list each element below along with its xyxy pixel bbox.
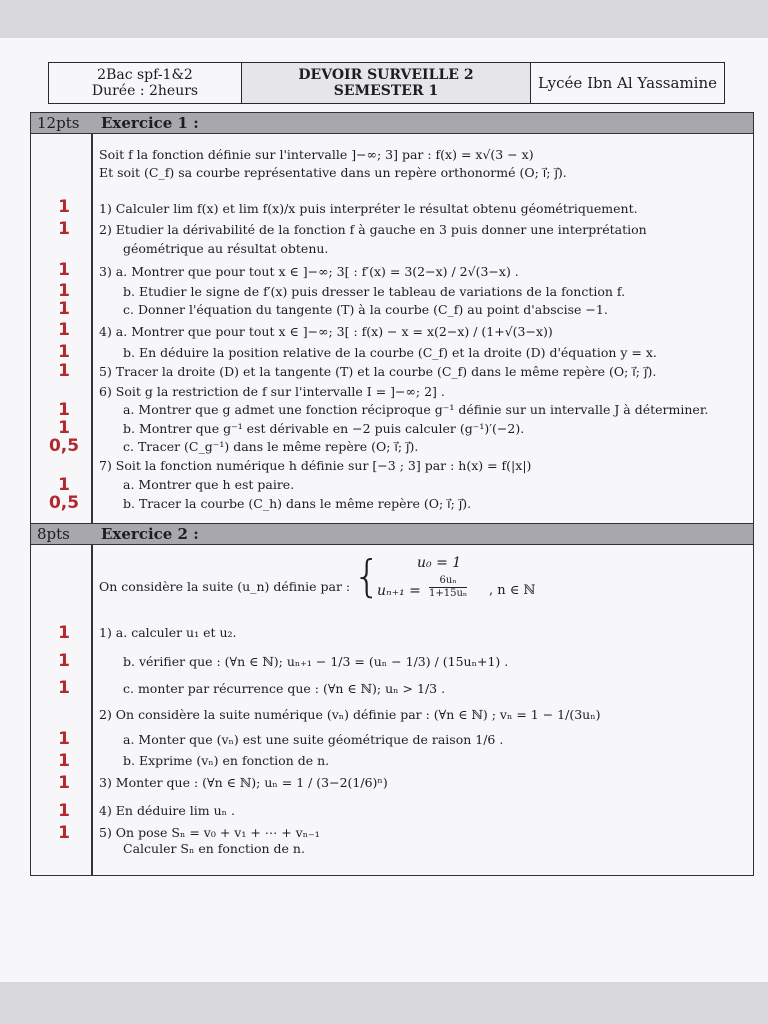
exercise1-intro-1: Soit f la fonction définie sur l'intervalle ]−∞; 3] par : f(x) = x√(3 − x) <box>99 147 534 162</box>
recurrence-fraction <box>429 575 467 600</box>
exercise1-item: c. Donner l'équation du tangente (T) à la courbe (C_f) au point d'abscise −1. <box>123 302 608 317</box>
exercise1-item: géométrique au résultat obtenu. <box>123 241 329 256</box>
mark: 1 <box>58 773 70 793</box>
exercise1-intro-2: Et soit (C_f) sa courbe représentative dans un repère orthonormé (O; i⃗; j⃗). <box>99 165 567 180</box>
header-school: Lycée Ibn Al Yassamine <box>537 74 718 92</box>
exercise1-item: 3) a. Montrer que pour tout x ∈ ]−∞; 3[ : f′(x) = 3(2−x) / 2√(3−x) . <box>99 264 519 279</box>
exercise2-item: b. Exprime (vₙ) en fonction de n. <box>123 753 330 768</box>
exercise1-item: b. Montrer que g⁻¹ est dérivable en −2 puis calculer (g⁻¹)′(−2). <box>123 421 525 436</box>
exercise1-item: b. Tracer la courbe (C_h) dans le même repère (O; i⃗; j⃗). <box>123 496 472 511</box>
brace: { <box>353 551 381 602</box>
exercise2-item: a. Monter que (vₙ) est une suite géométrique de raison 1/6 . <box>123 732 504 747</box>
mark: 0,5 <box>48 493 80 513</box>
recurrence-numerator: 6uₙ <box>429 575 467 588</box>
mark: 1 <box>58 801 70 821</box>
mark: 1 <box>58 361 70 381</box>
exercise1-title: Exercice 1 : <box>101 114 199 132</box>
exercise1-item: a. Montrer que g admet une fonction réciproque g⁻¹ définie sur un intervalle J à déterminer. <box>123 402 709 417</box>
header-class-cell <box>49 63 242 103</box>
exercise1-item: 2) Etudier la dérivabilité de la fonction f à gauche en 3 puis donner une interprétation <box>99 222 647 237</box>
mark: 1 <box>58 678 70 698</box>
mark: 1 <box>58 623 70 643</box>
exercise1-item: 5) Tracer la droite (D) et la tangente (T) et la courbe (C_f) dans le même repère (O; i⃗; j⃗). <box>99 364 657 379</box>
mark: 1 <box>58 823 70 843</box>
exercise1-points: 12pts <box>37 114 80 132</box>
header-school-cell <box>531 63 724 103</box>
mark: 1 <box>58 197 70 217</box>
mark: 1 <box>58 260 70 280</box>
mark: 1 <box>58 729 70 749</box>
recurrence-lhs: uₙ₊₁ = <box>377 583 421 599</box>
exercise2-item: 3) Monter que : (∀n ∈ ℕ); uₙ = 1 / (3−2(1/6)ⁿ) <box>99 775 388 790</box>
exercise1-header <box>31 113 753 134</box>
exercise2-item: 4) En déduire lim uₙ . <box>99 803 235 818</box>
recurrence-denominator: 1+15uₙ <box>429 588 468 599</box>
mark: 0,5 <box>48 436 80 456</box>
exercise2-header <box>31 523 753 545</box>
exercise2-item: 2) On considère la suite numérique (vₙ) définie par : (∀n ∈ ℕ) ; vₙ = 1 − 1/(3uₙ) <box>99 707 601 722</box>
exam-header <box>48 62 725 104</box>
exercise2-intro: On considère la suite (u_n) définie par : <box>99 579 351 594</box>
mark: 1 <box>58 751 70 771</box>
header-duration: Durée : 2heurs <box>91 83 199 99</box>
exercise1-item: c. Tracer (C_g⁻¹) dans le même repère (O; i⃗; j⃗). <box>123 439 419 454</box>
recurrence-domain: , n ∈ ℕ <box>489 583 536 598</box>
exercise1-item: 4) a. Montrer que pour tout x ∈ ]−∞; 3[ : f(x) − x = x(2−x) / (1+√(3−x)) <box>99 324 553 339</box>
initial-term: u₀ = 1 <box>417 555 462 571</box>
mark: 1 <box>58 219 70 239</box>
recurrence-system <box>353 553 553 609</box>
exercise1-item: b. En déduire la position relative de la courbe (C_f) et la droite (D) d'équation y = x. <box>123 345 657 360</box>
exercise2-item: Calculer Sₙ en fonction de n. <box>123 841 305 856</box>
header-semester: SEMESTER 1 <box>333 83 439 99</box>
header-title: DEVOIR SURVEILLE 2 <box>298 67 474 83</box>
exercise2-item: 5) On pose Sₙ = v₀ + v₁ + ⋯ + vₙ₋₁ <box>99 825 320 840</box>
mark: 1 <box>58 320 70 340</box>
exercise2-item: b. vérifier que : (∀n ∈ ℕ); uₙ₊₁ − 1/3 = (uₙ − 1/3) / (15uₙ+1) . <box>123 654 509 669</box>
exercise2-title: Exercice 2 : <box>101 525 199 543</box>
exercise1-item: 1) Calculer lim f(x) et lim f(x)/x puis interpréter le résultat obtenu géométriquement. <box>99 201 638 216</box>
header-title-cell <box>242 63 531 103</box>
exercise1-item: 7) Soit la fonction numérique h définie sur [−3 ; 3] par : h(x) = f(|x|) <box>99 458 532 473</box>
exercise2-item: 1) a. calculer u₁ et u₂. <box>99 625 237 640</box>
exercise2-points: 8pts <box>37 525 70 543</box>
exercise1-item: 6) Soit g la restriction de f sur l'intervalle I = ]−∞; 2] . <box>99 384 445 399</box>
points-column-divider <box>91 113 93 875</box>
mark: 1 <box>58 651 70 671</box>
exercise1-item: b. Etudier le signe de f′(x) puis dresser le tableau de variations de la fonction f. <box>123 284 626 299</box>
mark: 1 <box>58 475 70 495</box>
mark: 1 <box>58 400 70 420</box>
mark: 1 <box>58 299 70 319</box>
exercise1-item: a. Montrer que h est paire. <box>123 477 295 492</box>
exercise2-item: c. monter par récurrence que : (∀n ∈ ℕ); uₙ > 1/3 . <box>123 681 446 696</box>
header-class: 2Bac spf-1&2 <box>97 67 193 83</box>
exam-table <box>30 112 754 876</box>
mark: 1 <box>58 418 70 438</box>
mark: 1 <box>58 342 70 362</box>
mark: 1 <box>58 281 70 301</box>
